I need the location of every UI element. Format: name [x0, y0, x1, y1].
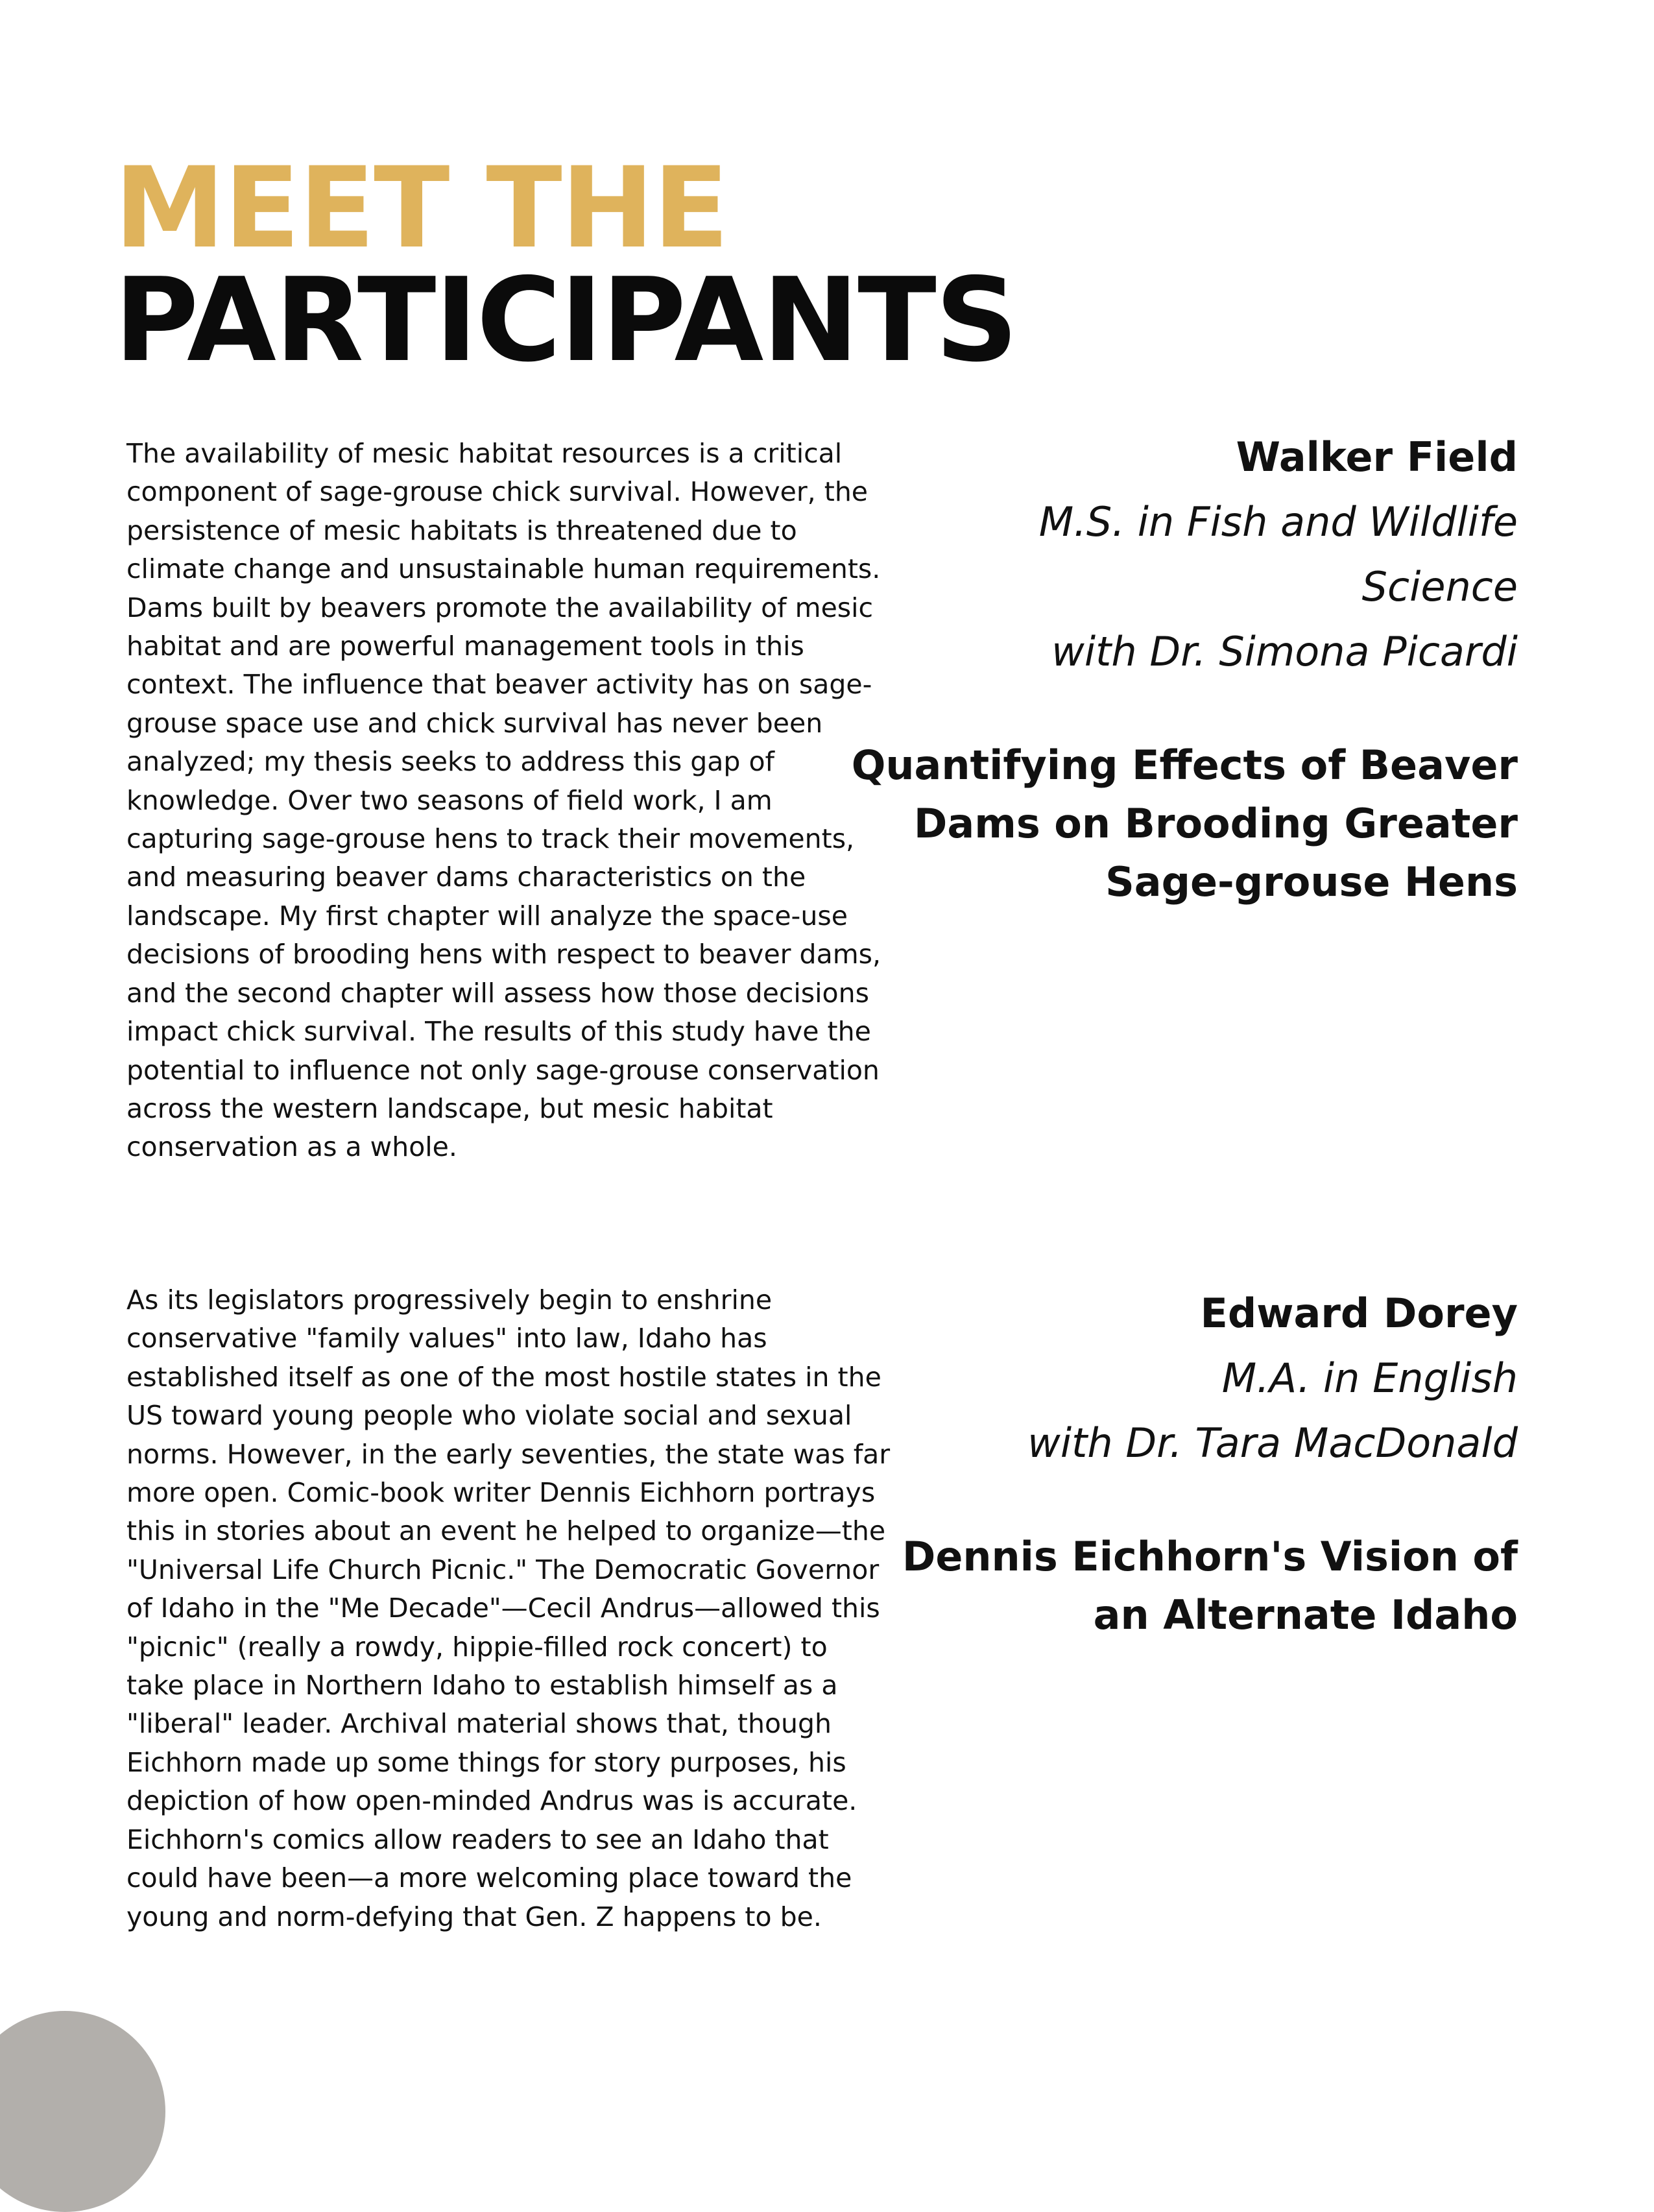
heading-participants: PARTICIPANTS [114, 253, 1017, 387]
participant-2-abstract: As its legislators progressively begin to enshrine conservative "family values" into law, Idaho has established itself as one of the most hostile states in the US toward young people who violate social and sexual norms. However, in the early seventies, the state was far more open. Comic-book writer Dennis Eichhorn portrays this in stories about an event he helped to organize—the "Universal Life Church Picnic." The Democratic Governor of Idaho in the "Me Decade"—Cecil Andrus—allowed this "picnic" (really a rowdy, hippie-filled rock concert) to take place in Northern Idaho to establish himself as a "liberal" leader. Archival material shows that, though Eichhorn made up some things for story purposes, his depiction of how open-minded Andrus was is accurate. Eichhorn's comics allow readers to see an Idaho that could have been—a more welcoming place toward the young and norm-defying that Gen. Z happens to be. [126, 1284, 891, 1932]
decorative-circle [0, 2011, 165, 2212]
heading-meet-the: MEET THE [114, 143, 728, 273]
participant-1-name: Walker Field [1236, 433, 1518, 481]
participant-1-abstract: The availability of mesic habitat resources is a critical component of sage-grouse chick survival. However, the persistence of mesic habitats is threatened due to climate change and unsustainable human requirements. Dams built by beavers promote the availability of mesic habitat and are powerful management tools in this context. The influence that beaver activity has on sage-grouse space use and chick survival has never been analyzed; my thesis seeks to address this gap of knowledge. Over two seasons of field work, I am capturing sage-grouse hens to track their movements, and measuring beaver dams characteristics on the landscape. My first chapter will analyze the space-use decisions of brooding hens with respect to beaver dams, and the second chapter will assess how those decisions impact chick survival. The results of this study have the potential to influence not only sage-grouse conservation across the western landscape, but mesic habitat conservation as a whole. [126, 438, 881, 1163]
participant-2-project-title: Dennis Eichhorn's Vision of an Alternate Idaho [902, 1533, 1518, 1639]
participant-2-name: Edward Dorey [1200, 1290, 1518, 1337]
participant-2-degree: M.A. in English [1221, 1354, 1518, 1402]
participant-2-advisor: with Dr. Tara MacDonald [1027, 1419, 1518, 1467]
participant-1-info [830, 425, 1518, 911]
participant-1-advisor: with Dr. Simona Picardi [1051, 628, 1518, 675]
participant-1-project-title: Quantifying Effects of Beaver Dams on Brooding Greater Sage-grouse Hens [851, 741, 1518, 906]
participant-2-info [830, 1281, 1518, 1644]
participant-1-degree: M.S. in Fish and Wildlife Science [1038, 498, 1518, 610]
